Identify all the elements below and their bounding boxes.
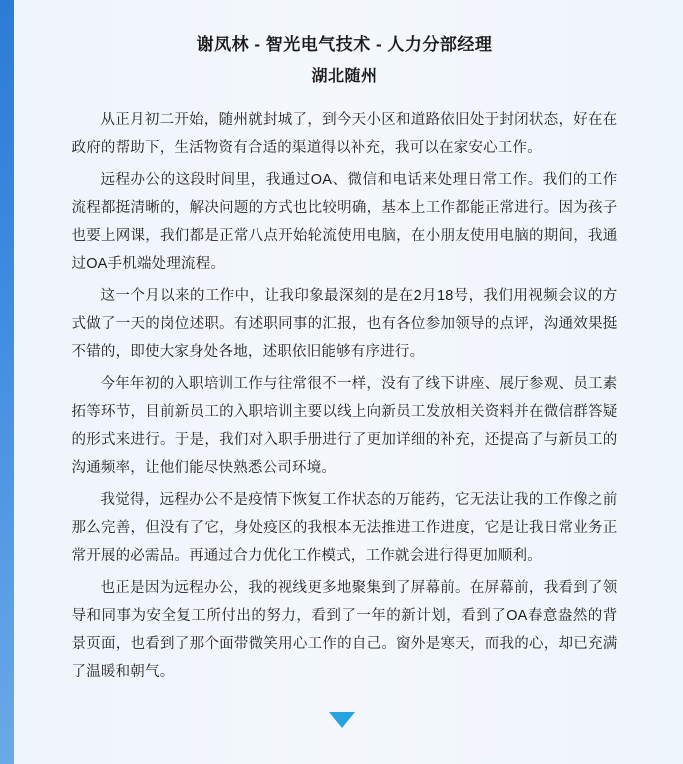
scroll-down-control[interactable] — [0, 712, 683, 728]
page-title: 谢凤林 - 智光电气技术 - 人力分部经理 — [196, 35, 493, 54]
article-body — [72, 106, 618, 686]
paragraph: 今年年初的入职培训工作与往常很不一样，没有了线下讲座、展厅参观、员工素拓等环节，目前新员工的入职培训主要以线上向新员工发放相关资料并在微信群答疑的形式来进行。于是，我们对入职手册进行了更加详细的补充，还提高了与新员工的沟通频率，让他们能尽快熟悉公司环境。 — [71, 376, 618, 476]
triangle-down-icon[interactable] — [329, 712, 355, 728]
paragraph: 我觉得，远程办公不是疫情下恢复工作状态的万能药，它无法让我的工作像之前那么完善，但没有了它，身处疫区的我根本无法推进工作进度，它是让我日常业务正常开展的必需品。再通过合力优化工作模式，工作就会进行得更加顺利。 — [71, 492, 618, 564]
paragraph: 从正月初二开始，随州就封城了，到今天小区和道路依旧处于封闭状态，好在在政府的帮助下，生活物资有合适的渠道得以补充，我可以在家安心工作。 — [71, 112, 618, 156]
paragraph: 也正是因为远程办公，我的视线更多地聚集到了屏幕前。在屏幕前，我看到了领导和同事为安全复工所付出的努力，看到了一年的新计划，看到了OA春意盎然的背景页面，也看到了那个面带微笑用心工作的自己。窗外是寒天，而我的心，却已充满了温暖和朝气。 — [71, 580, 618, 680]
document-content — [36, 0, 648, 686]
paragraph: 远程办公的这段时间里，我通过OA、微信和电话来处理日常工作。我们的工作流程都挺清晰的，解决问题的方式也比较明确，基本上工作都能正常进行。因为孩子也要上网课，我们都是正常八点开始轮流使用电脑，在小朋友使用电脑的期间，我通过OA手机端处理流程。 — [71, 172, 618, 272]
page-subtitle: 湖北随州 — [311, 68, 378, 85]
paragraph: 这一个月以来的工作中，让我印象最深刻的是在2月18号，我们用视频会议的方式做了一天的岗位述职。有述职同事的汇报，也有各位参加领导的点评，沟通效果挺不错的，即使大家身处各地，述职依旧能够有序进行。 — [71, 288, 618, 360]
left-accent-bar — [0, 0, 14, 764]
document-header — [72, 22, 618, 92]
